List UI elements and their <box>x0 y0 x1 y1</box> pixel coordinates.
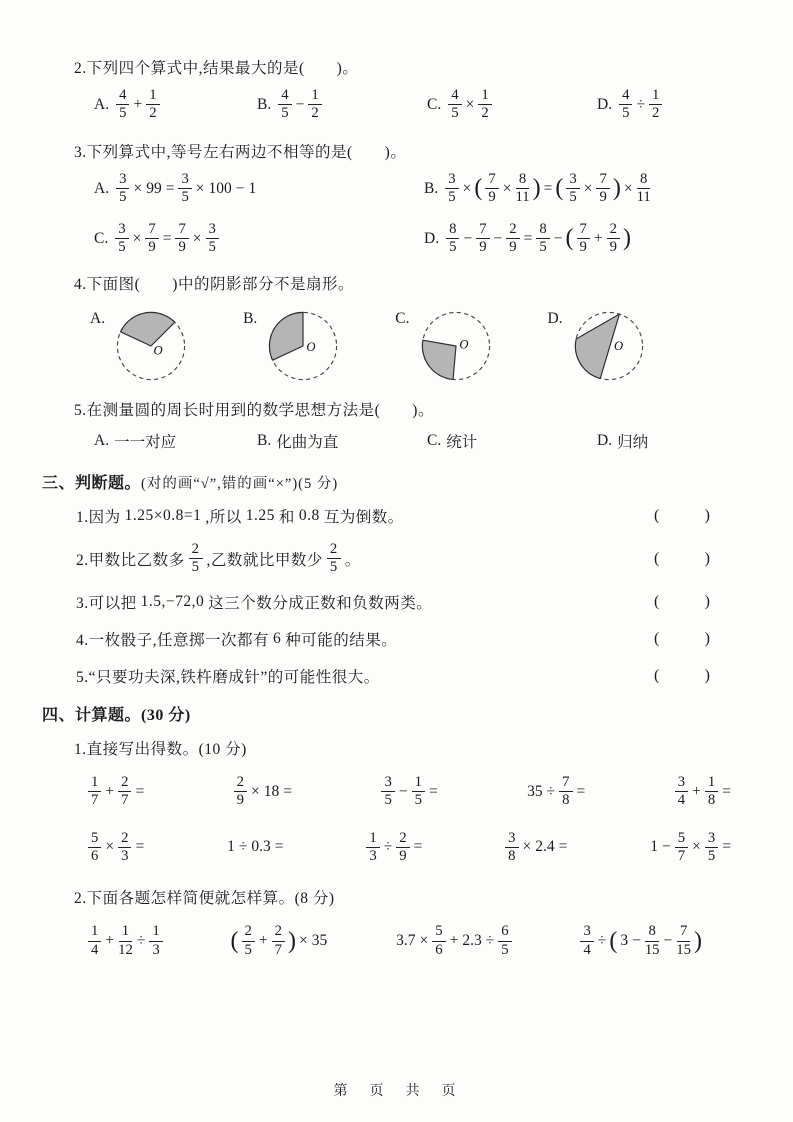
option-3b <box>424 172 743 206</box>
question-4-stem: 4.下面图( )中的阴影部分不是扇形。 <box>74 275 354 293</box>
calc-expression: $\frac{1}{3}$ ÷ $\frac{2}{9}$ = <box>364 831 424 865</box>
option-label: B. <box>257 431 272 449</box>
answer-brackets <box>654 593 710 611</box>
question-5-options <box>94 430 743 452</box>
figure-label: C. <box>395 309 410 327</box>
calc-expression: $\frac{3}{5}$ − $\frac{1}{5}$ = <box>379 775 439 809</box>
option-label: B. <box>257 95 272 113</box>
calc-expression: $\frac{3}{4}$ ÷ ( 3 − $\frac{8}{15}$ − $\frac{7}{15}$ ) <box>578 924 703 958</box>
judge-item-1 <box>74 505 743 527</box>
circle-sector-figure-a <box>109 304 193 388</box>
section-judge-header <box>42 470 743 493</box>
option-label: D. <box>597 431 613 449</box>
judge-item-3 <box>74 591 743 613</box>
option-label: A. <box>94 95 110 113</box>
option-expression: $\frac{4}{5}$ × $\frac{1}{2}$ <box>446 88 493 122</box>
calc-expression: $\frac{2}{9}$ × 18 = <box>232 775 294 809</box>
simplify-calc-row <box>86 924 703 958</box>
judge-statement: 3.可以把 1.5,−72,0 这三个数分成正数和负数两类。 <box>76 592 433 612</box>
calc-expression: 1 − $\frac{5}{7}$ × $\frac{3}{5}$ = <box>650 829 731 864</box>
judge-statement: 2.甲数比乙数多 $\frac{2}{5}$ ,乙数就比甲数少 $\frac{2}{5}$ 。 <box>76 540 361 576</box>
option-5c <box>427 430 597 452</box>
question-2-stem: 2.下列四个算式中,结果最大的是( )。 <box>74 60 359 77</box>
circle-segment-figure-d <box>567 304 651 388</box>
judge-statement: 5.“只要功夫深,铁杵磨成针”的可能性很大。 <box>76 668 380 686</box>
judge-statement: 4.一枚骰子,任意掷一次都有 6 种可能的结果。 <box>76 629 398 649</box>
bracket-open: ( <box>654 592 660 610</box>
calc-expression: 35 ÷ $\frac{7}{8}$ = <box>527 773 586 809</box>
option-label: D. <box>597 95 613 113</box>
option-text: 统计 <box>446 433 478 451</box>
figure-d <box>548 304 651 388</box>
figure-b <box>243 304 345 388</box>
bracket-open: ( <box>654 629 660 647</box>
option-5d <box>597 430 743 452</box>
option-label: A. <box>94 431 110 449</box>
option-expression: $\frac{8}{5}$ − $\frac{7}{9}$ − $\frac{2}{9}$ = $\frac{8}{5}$ − ( $\frac{7}{9}$ + $\frac{2}{9}$ ) <box>444 222 632 256</box>
direct-calc-title: 1.直接写出得数。(10 分) <box>74 740 247 758</box>
circle-sector-figure-b <box>261 304 345 388</box>
option-label: C. <box>427 95 442 113</box>
option-5a <box>94 430 257 452</box>
page-footer: 第 页 共 页 <box>333 1082 460 1098</box>
question-5-stem: 5.在测量圆的周长时用到的数学思想方法是( )。 <box>74 401 434 419</box>
figure-label: B. <box>243 309 258 327</box>
calc-expression: $\frac{1}{4}$ + $\frac{1}{12}$ ÷ $\frac{1}{3}$ <box>86 924 165 958</box>
option-label: C. <box>94 229 109 247</box>
option-3d <box>424 222 743 256</box>
section-judge-subtitle: (对的画“√”,错的画“×”)(5 分) <box>141 475 339 492</box>
option-2a <box>94 88 257 122</box>
bracket-close: ) <box>704 629 710 647</box>
bracket-close: ) <box>704 592 710 610</box>
answer-brackets <box>654 667 710 685</box>
figure-a <box>90 304 193 388</box>
answer-brackets <box>654 630 710 648</box>
option-3c <box>94 222 424 256</box>
option-5b <box>257 430 427 452</box>
option-expression: $\frac{4}{5}$ + $\frac{1}{2}$ <box>114 88 161 122</box>
option-label: D. <box>424 229 440 247</box>
calc-expression: 3.7 × $\frac{5}{6}$ + 2.3 ÷ $\frac{6}{5}$ <box>394 924 513 958</box>
option-label: A. <box>94 179 110 197</box>
bracket-close: ) <box>704 666 710 684</box>
option-3a <box>94 172 424 206</box>
judge-item-5 <box>74 665 743 687</box>
section-judge-title: 三、判断题。 <box>42 474 142 492</box>
direct-calc-row-1 <box>86 775 733 809</box>
answer-brackets <box>654 507 710 525</box>
option-text: 归纳 <box>617 433 649 451</box>
simplify-calc-title: 2.下面各题怎样简便就怎样算。(8 分) <box>74 890 335 908</box>
center-point-label: O <box>458 337 468 352</box>
question-3-stem: 3.下列算式中,等号左右两边不相等的是( )。 <box>74 143 407 161</box>
bracket-open: ( <box>654 666 660 684</box>
option-expression: $\frac{4}{5}$ − $\frac{1}{2}$ <box>276 88 323 122</box>
option-expression: $\frac{3}{5}$ × ( $\frac{7}{9}$ × $\frac{8}{11}$ ) = ( $\frac{3}{5}$ × $\frac{7}{9}$ ) × $\frac{8}{11}$ <box>443 172 653 206</box>
question-4-figures <box>90 304 743 388</box>
calc-expression: 1 ÷ 0.3 = <box>227 838 284 856</box>
center-point-label: O <box>306 339 316 354</box>
option-2d <box>597 88 743 122</box>
circle-sector-figure-c <box>414 304 498 388</box>
option-text: 一一对应 <box>114 433 177 451</box>
question-3-options-row1 <box>94 172 743 206</box>
bracket-close: ) <box>704 549 710 567</box>
section-calc-header: 四、计算题。(30 分) <box>42 706 191 724</box>
calc-expression: ( $\frac{2}{5}$ + $\frac{2}{7}$ ) × 35 <box>230 923 328 958</box>
option-text: 化曲为直 <box>276 433 339 451</box>
question-3-options-row2 <box>94 222 743 256</box>
option-expression: $\frac{4}{5}$ ÷ $\frac{1}{2}$ <box>617 88 664 122</box>
bracket-close: ) <box>704 506 710 524</box>
judge-item-4 <box>74 628 743 650</box>
calc-expression: $\frac{3}{8}$ × 2.4 = <box>503 831 569 865</box>
option-expression: $\frac{3}{5}$ × 99 = $\frac{3}{5}$ × 100 − 1 <box>114 172 258 206</box>
calc-expression: $\frac{1}{7}$ + $\frac{2}{7}$ = <box>86 775 146 809</box>
answer-brackets <box>654 550 710 568</box>
figure-label: D. <box>547 309 563 327</box>
judge-item-2 <box>74 542 743 576</box>
bracket-open: ( <box>654 549 660 567</box>
option-label: C. <box>427 431 442 449</box>
bracket-open: ( <box>654 506 660 524</box>
option-label: B. <box>424 179 439 197</box>
option-2c <box>427 88 597 122</box>
option-2b <box>257 88 427 122</box>
figure-label: A. <box>90 309 106 327</box>
calc-expression: $\frac{3}{4}$ + $\frac{1}{8}$ = <box>673 775 733 809</box>
figure-c <box>395 304 497 388</box>
calc-expression: $\frac{5}{6}$ × $\frac{2}{3}$ = <box>86 831 146 865</box>
judge-statement: 1.因为 1.25×0.8=1 ,所以 1.25 和 0.8 互为倒数。 <box>76 506 404 526</box>
direct-calc-row-2 <box>86 831 733 865</box>
option-expression: $\frac{3}{5}$ × $\frac{7}{9}$ = $\frac{7}{9}$ × $\frac{3}{5}$ <box>113 222 221 256</box>
question-2-options <box>94 88 743 122</box>
center-point-label: O <box>153 343 163 358</box>
center-point-label: O <box>613 338 623 353</box>
